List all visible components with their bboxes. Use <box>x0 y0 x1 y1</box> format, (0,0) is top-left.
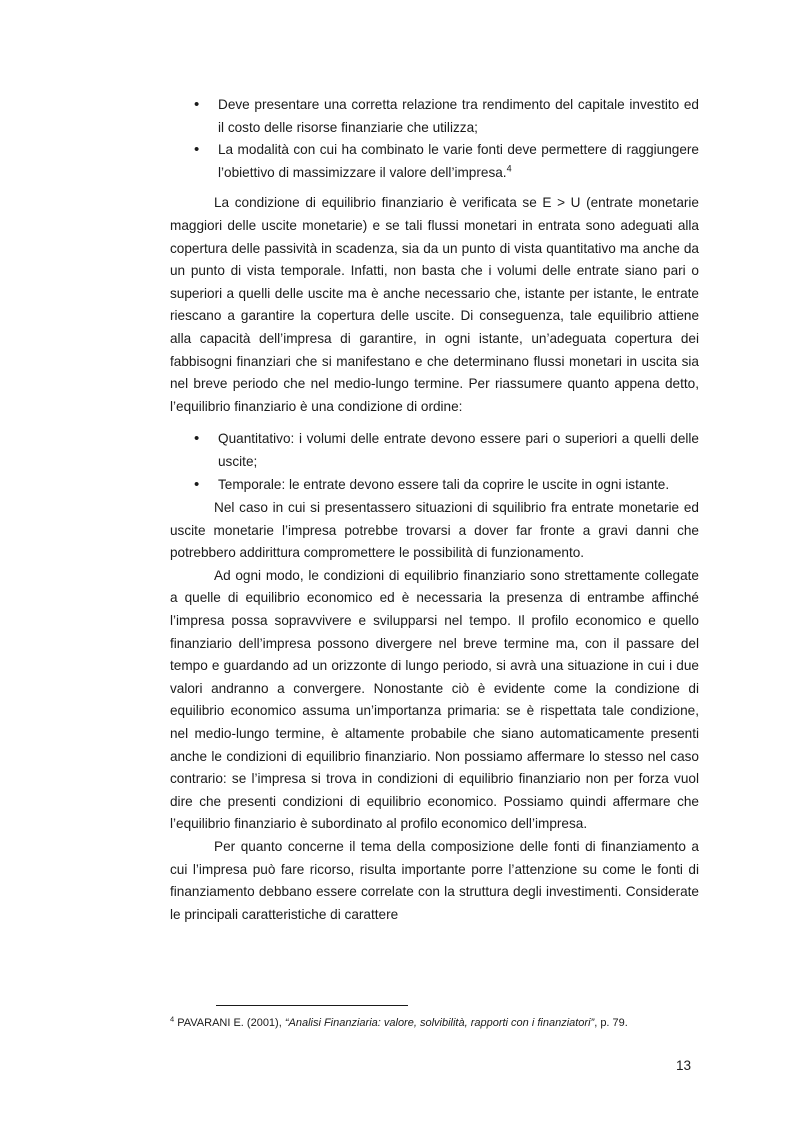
list-item-text: Deve presentare una corretta relazione tra rendimento del capitale investito ed il costo delle risorse finanziarie che utilizza; <box>218 97 699 135</box>
list-item-text: La modalità con cui ha combinato le varie fonti deve permettere di raggiungere l’obiettivo di massimizzare il valore dell’impresa. <box>218 142 699 180</box>
footnote-separator <box>216 1005 408 1006</box>
page-number: 13 <box>676 1058 692 1073</box>
list-item <box>170 94 699 139</box>
list-item <box>170 139 699 184</box>
paragraph: Ad ogni modo, le condizioni di equilibrio finanziario sono strettamente collegate a quelle di equilibrio economico ed è necessaria la presenza di entrambe affinché l’impresa possa sopravvivere e svilupparsi nel tempo. Il profilo economico e quello finanziario dell’impresa possono divergere nel breve termine ma, con il passare del tempo e guardando ad un orizzonte di lungo periodo, si avrà una situazione in cui i due valori andranno a convergere. Nonostante ciò è evidente come la condizione di equilibrio economico assuma un’importanza primaria: se è rispettata tale condizione, nel medio-lungo termine, è altamente probabile che siano automaticamente presenti anche le condizioni di equilibrio finanziario. Non possiamo affermare lo stesso nel caso contrario: se l’impresa si trova in condizioni di equilibrio finanziario non per forza vuol dire che presenti condizioni di equilibrio economico. Possiamo quindi affermare che l’equilibrio finanziario è subordinato al profilo economico dell’impresa. <box>170 567 699 832</box>
list-item-text: Quantitativo: i volumi delle entrate devono essere pari o superiori a quelli delle uscite; <box>218 431 699 469</box>
page-body <box>170 94 699 926</box>
list-item <box>170 474 699 497</box>
footnote <box>170 1016 730 1030</box>
list-item-text: Temporale: le entrate devono essere tali da coprire le uscite in ogni istante. <box>218 476 670 492</box>
footnote-page: , p. 79. <box>594 1017 628 1029</box>
list-item <box>170 428 699 473</box>
paragraph: Per quanto concerne il tema della composizione delle fonti di finanziamento a cui l’impresa può fare ricorso, risulta importante porre l’attenzione su come le fonti di finanziamento debbano essere correlate con la struttura degli investimenti. Considerate le principali caratteristiche di carattere <box>170 839 699 922</box>
paragraph: La condizione di equilibrio finanziario è verificata se E > U (entrate monetarie maggiori delle uscite monetarie) e se tali flussi monetari in entrata sono adeguati alla copertura delle passività in scadenza, sia da un punto di vista quantitativo ma anche da un punto di vista temporale. Infatti, non basta che i volumi delle entrate siano pari o superiori a quelli delle uscite ma è anche necessario che, istante per istante, le entrate riescano a garantire la copertura delle uscite. Di conseguenza, tale equilibrio attiene alla capacità dell’impresa di garantire, in ogni istante, un’adeguata copertura dei fabbisogni finanziari che si manifestano e che determinano flussi monetari in uscita sia nel breve periodo che nel medio-lungo termine. Per riassumere quanto appena detto, l’equilibrio finanziario è una condizione di ordine: <box>170 195 699 414</box>
footnote-reference[interactable]: 4 <box>506 163 512 174</box>
footnote-title: “Analisi Finanziaria: valore, solvibilità, rapporti con i finanziatori” <box>284 1017 595 1029</box>
footnote-number: 4 <box>170 1014 175 1024</box>
paragraph: Nel caso in cui si presentassero situazioni di squilibrio fra entrate monetarie ed uscite monetarie l’impresa potrebbe trovarsi a dover far fronte a gravi danni che potrebbero addirittura compromettere le possibilità di funzionamento. <box>170 500 699 561</box>
footnote-author: PAVARANI E. (2001), <box>177 1017 282 1029</box>
bullet-list-order <box>170 428 699 496</box>
bullet-list-capital <box>170 94 699 184</box>
